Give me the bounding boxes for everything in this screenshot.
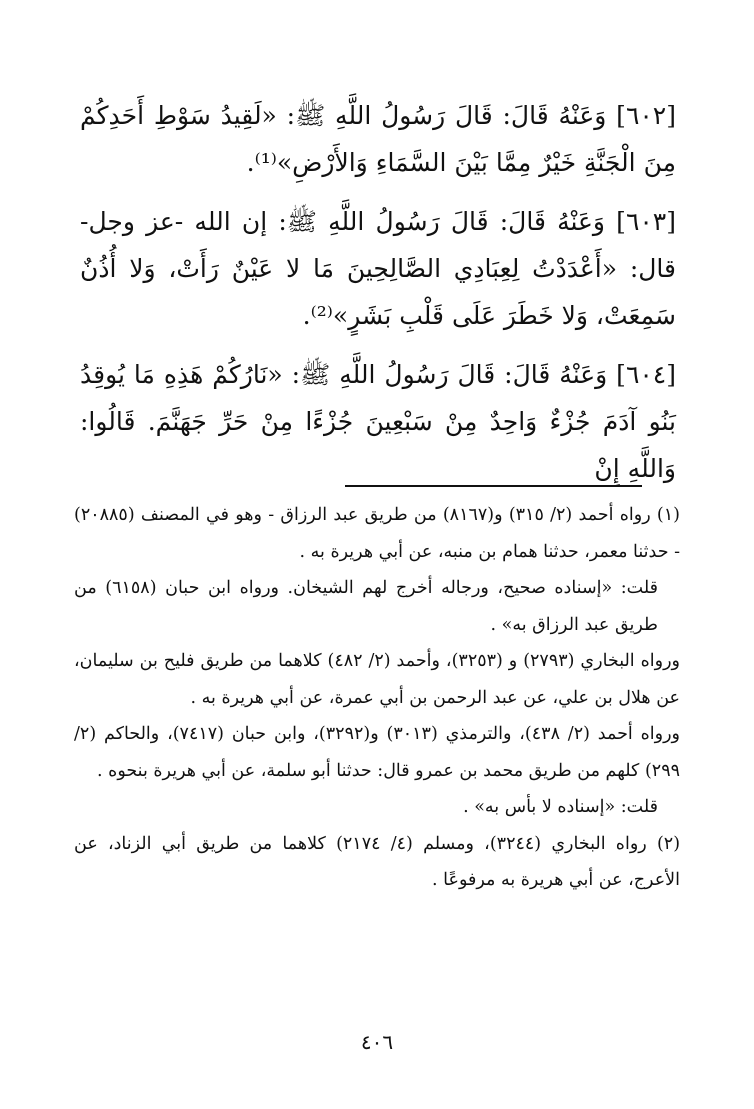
footnote-1-ahmad: ورواه أحمد (٢/ ٤٣٨)، والترمذي (٣٠١٣) و(٣٢٩٢)، وابن حبان (٧٤١٧)، والحاكم (٢/ ٢٩٩) كلهم من طريق محمد بن عمرو قال: حدثنا أبو سلمة، عن أبي هريرة بنحوه . xyxy=(74,724,680,781)
footnotes xyxy=(74,497,680,899)
footnote-2: (٢) رواه البخاري (٣٢٤٤)، ومسلم (٤/ ٢١٧٤) كلاهما من طريق أبي الزناد، عن الأعرج، عن أبي هريرة به مرفوعًا . xyxy=(74,833,681,890)
footnote-1-grading: قلت: «إسناده لا بأس به» . xyxy=(463,797,658,817)
hadith-text xyxy=(80,92,676,504)
hadith-602: [٦٠٢] وَعَنْهُ قَالَ: قَالَ رَسُولُ اللَّهِ ﷺ: «لَقِيدُ سَوْطِ أَحَدِكُمْ مِنَ الْجَنَّةِ خَيْرٌ مِمَّا بَيْنَ السَّمَاءِ وَالأَرْضِ»⁽¹⁾. xyxy=(80,101,676,177)
page-number: ٤٠٦ xyxy=(360,1030,394,1054)
footnote-separator xyxy=(345,485,642,487)
footnote-1: (١) رواه أحمد (٢/ ٣١٥) و(٨١٦٧) من طريق عبد الرزاق - وهو في المصنف (٢٠٨٨٥) - حدثنا معمر، حدثنا همام بن منبه، عن أبي هريرة به . xyxy=(74,505,680,562)
hadith-603: [٦٠٣] وَعَنْهُ قَالَ: قَالَ رَسُولُ اللَّهِ ﷺ: إن الله -عز وجل- قال: «أَعْدَدْتُ لِعِبَادِي الصَّالِحِينَ مَا لا عَيْنٌ رَأَتْ، وَلا أُذُنٌ سَمِعَتْ، وَلا خَطَرَ عَلَى قَلْبِ بَشَرٍ»⁽²⁾. xyxy=(80,207,676,330)
footnote-1-comment: قلت: «إسناده صحيح، ورجاله أخرج لهم الشيخان. ورواه ابن حبان (٦١٥٨) من طريق عبد الرزاق به» . xyxy=(74,578,658,635)
footnote-1-bukhari: ورواه البخاري (٢٧٩٣) و (٣٢٥٣)، وأحمد (٢/ ٤٨٢) كلاهما من طريق فليح بن سليمان، عن هلال بن علي، عن عبد الرحمن بن أبي عمرة، عن أبي هريرة به . xyxy=(74,651,680,708)
hadith-604: [٦٠٤] وَعَنْهُ قَالَ: قَالَ رَسُولُ اللَّهِ ﷺ: «نَارُكُمْ هَذِهِ مَا يُوقِدُ بَنُو آدَمَ جُزْءٌ وَاحِدٌ مِنْ سَبْعِينَ جُزْءًا مِنْ حَرِّ جَهَنَّمَ. قَالُوا: وَاللَّهِ إِنْ xyxy=(80,360,676,483)
